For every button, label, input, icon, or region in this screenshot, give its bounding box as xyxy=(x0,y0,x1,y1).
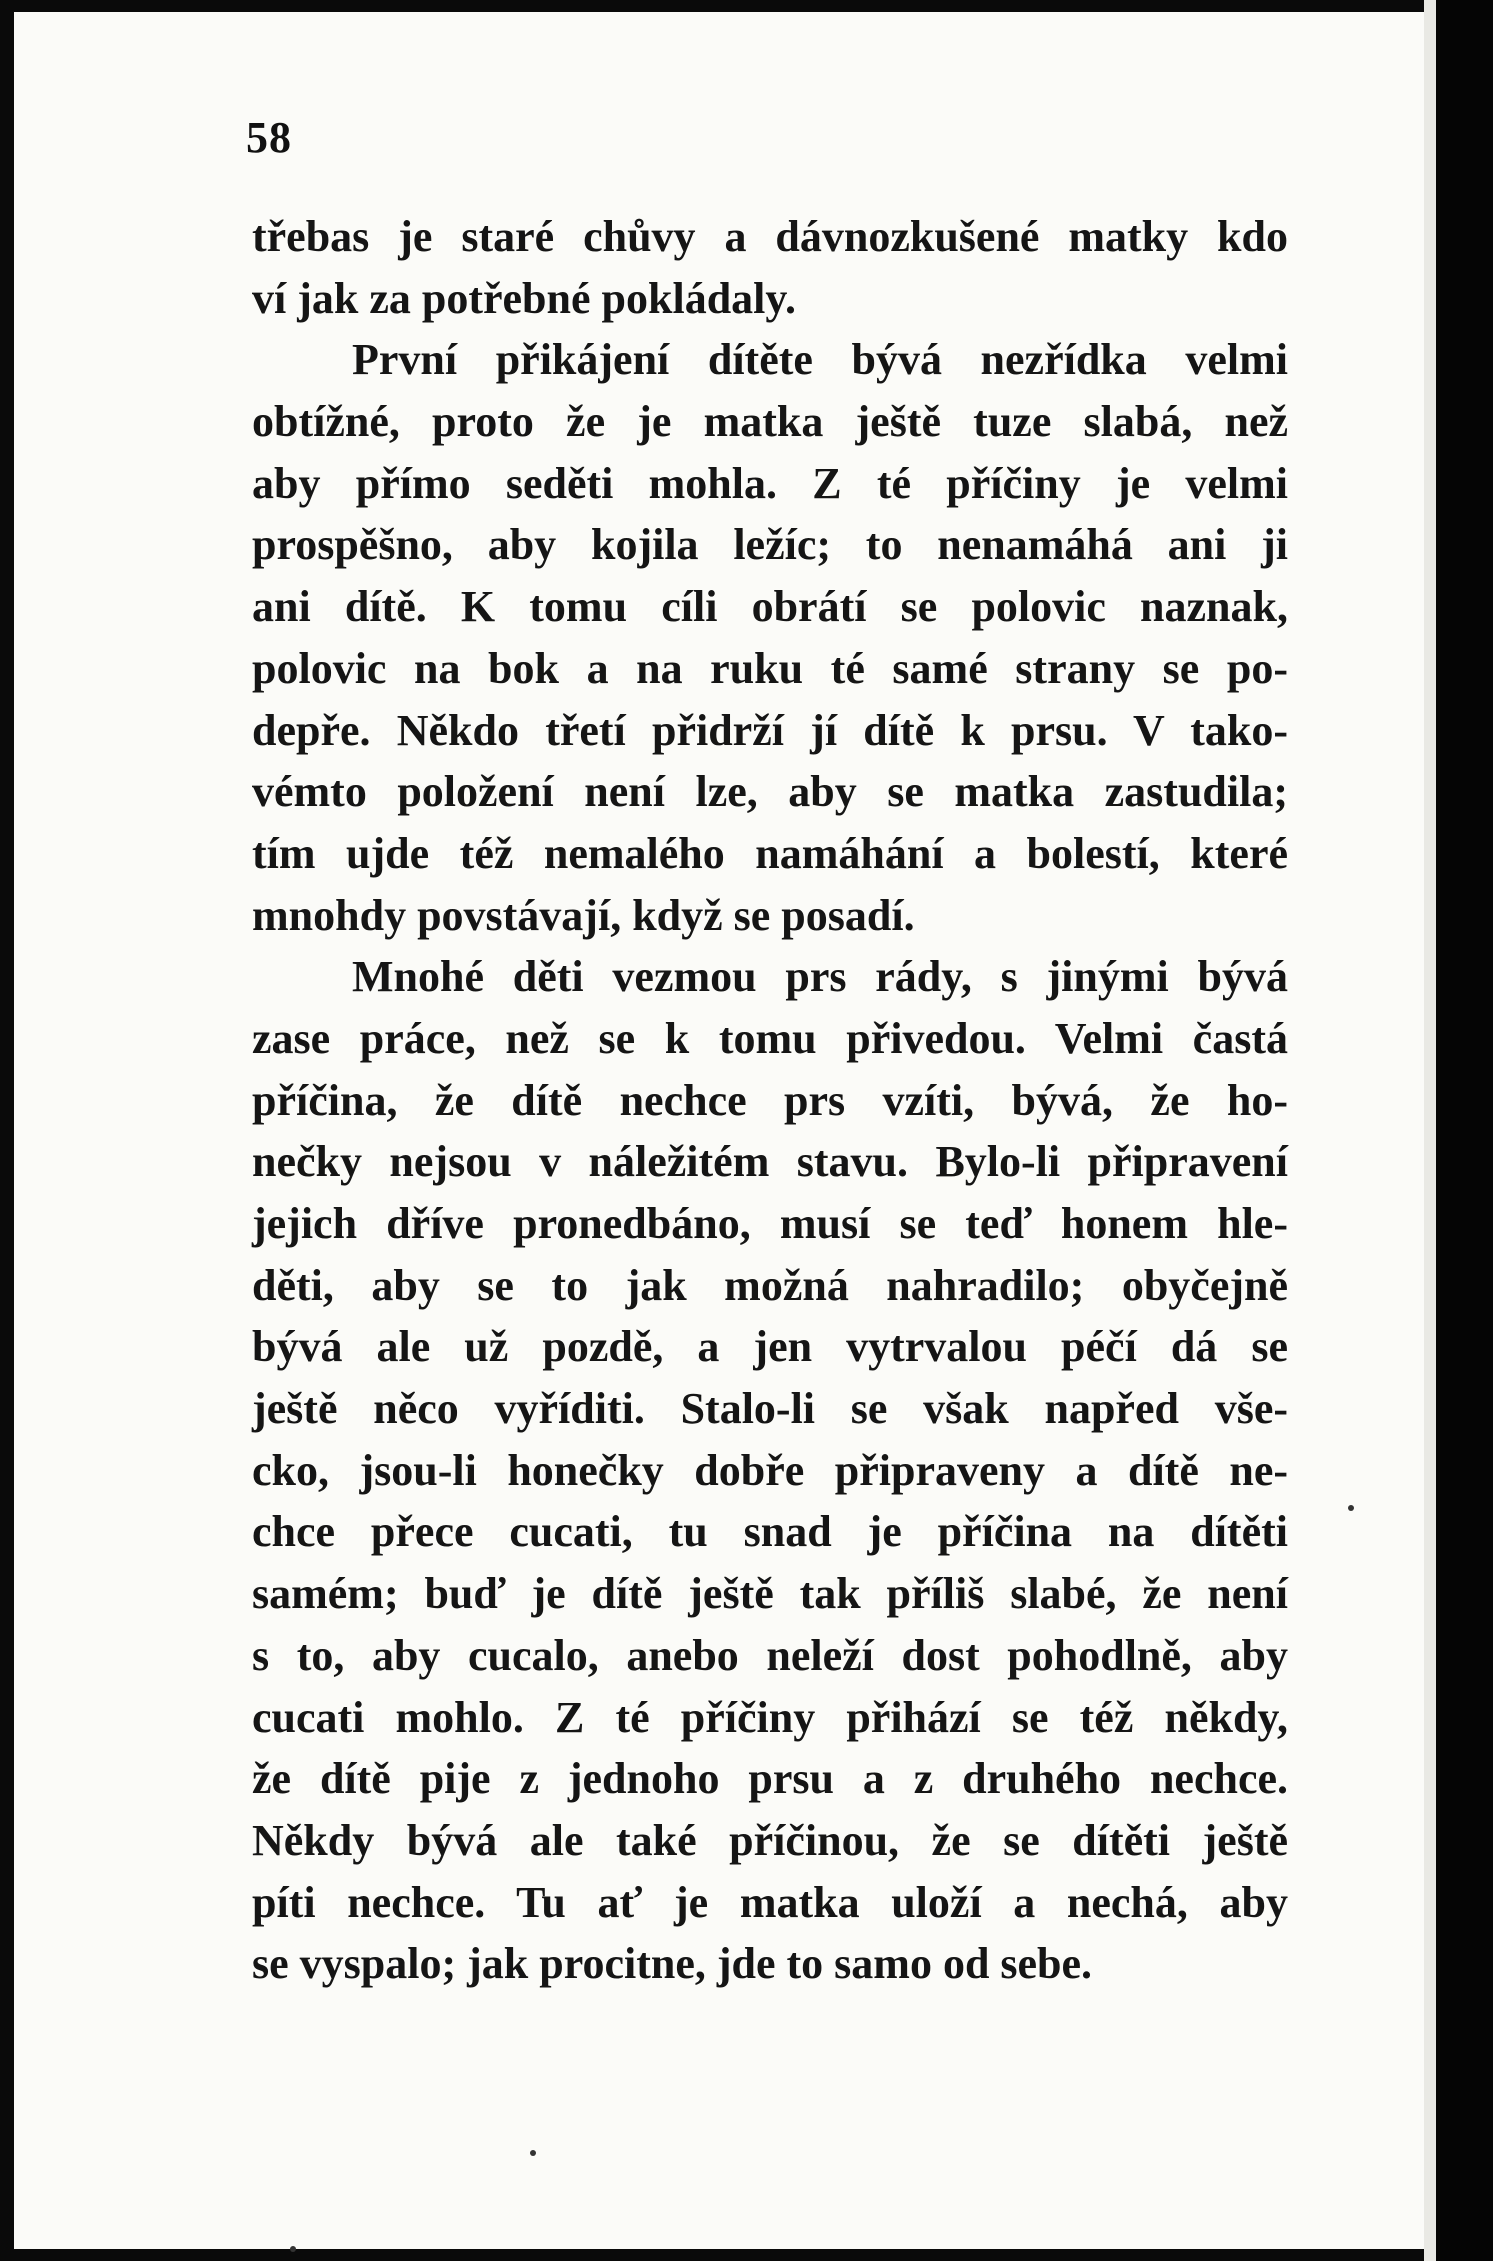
text-line: chce přece cucati, tu snad je příčina na dítěti xyxy=(252,1507,1288,1557)
text-line: Někdy bývá ale také příčinou, že se dítěti ještě xyxy=(252,1815,1288,1865)
text-line: obtížné, proto že je matka ještě tuze slabá, než xyxy=(252,397,1288,447)
text-line: se vyspalo; jak procitne, jde to samo od sebe. xyxy=(252,1939,1093,1989)
text-line: ještě něco vyříditi. Stalo-li se však napřed vše- xyxy=(252,1384,1288,1434)
text-line: nečky nejsou v náležitém stavu. Bylo-li připravení xyxy=(252,1137,1288,1187)
page-number: 58 xyxy=(246,113,292,162)
scan-speck xyxy=(290,2246,296,2252)
page-edge xyxy=(1424,0,1436,2261)
text-line: tím ujde též nemalého namáhání a bolestí, které xyxy=(252,828,1288,878)
text-line: jejich dříve pronedbáno, musí se teď honem hle- xyxy=(252,1199,1288,1248)
text-line: První přikájení dítěte bývá nezřídka velmi xyxy=(352,335,1288,385)
text-line: s to, aby cucalo, anebo neleží dost pohodlně, aby xyxy=(252,1630,1288,1680)
text-line: depře. Někdo třetí přidrží jí dítě k prsu. V tako- xyxy=(252,705,1288,755)
text-line: mnohdy povstávají, když se posadí. xyxy=(252,890,915,940)
text-line: děti, aby se to jak možná nahradilo; obyčejně xyxy=(252,1260,1288,1310)
scan-speck xyxy=(530,2150,536,2156)
scan-border xyxy=(1436,0,1493,2261)
text-line: polovic na bok a na ruku té samé strany se po- xyxy=(252,643,1288,693)
text-line: cucati mohlo. Z té příčiny přihází se též někdy, xyxy=(252,1692,1288,1742)
text-line: zase práce, než se k tomu přivedou. Velmi častá xyxy=(252,1013,1288,1063)
text-line: vémto položení není lze, aby se matka zastudila; xyxy=(252,767,1288,817)
text-line: píti nechce. Tu ať je matka uloží a nechá, aby xyxy=(252,1877,1288,1927)
text-line: prospěšno, aby kojila ležíc; to nenamáhá ani ji xyxy=(252,520,1288,570)
text-line: Mnohé děti vezmou prs rády, s jinými bývá xyxy=(352,952,1288,1002)
text-line: samém; buď je dítě ještě tak příliš slabé, že není xyxy=(252,1569,1288,1619)
scan-speck xyxy=(1348,1505,1354,1511)
text-line: cko, jsou-li honečky dobře připraveny a dítě ne- xyxy=(252,1445,1288,1495)
text-line: ani dítě. K tomu cíli obrátí se polovic naznak, xyxy=(252,582,1288,632)
text-line: že dítě pije z jednoho prsu a z druhého nechce. xyxy=(252,1754,1288,1804)
text-line: ví jak za potřebné pokládaly. xyxy=(252,273,796,323)
text-line: třebas je staré chůvy a dávnozkušené matky kdo xyxy=(252,212,1288,261)
text-line: příčina, že dítě nechce prs vzíti, bývá, že ho- xyxy=(252,1075,1288,1125)
page-body-text xyxy=(252,206,1288,1995)
text-line: bývá ale už pozdě, a jen vytrvalou péčí dá se xyxy=(252,1322,1288,1372)
text-line: aby přímo seděti mohla. Z té příčiny je velmi xyxy=(252,458,1288,508)
